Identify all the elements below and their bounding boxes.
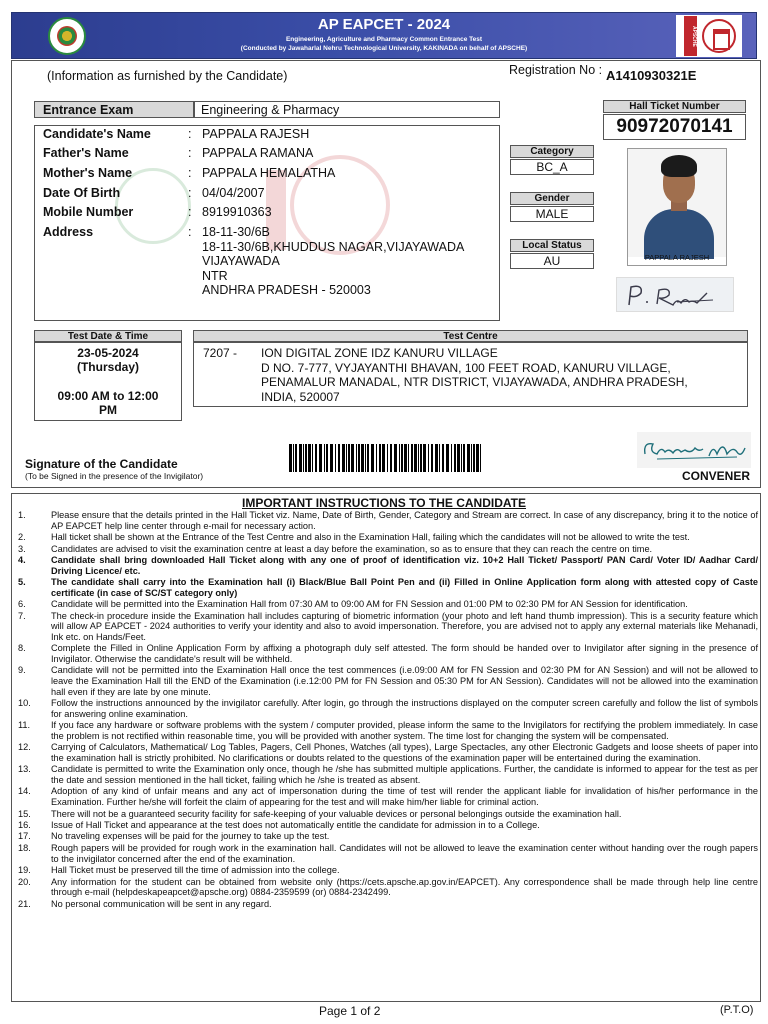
instruction-number: 19. (18, 865, 31, 876)
instruction-item (18, 665, 758, 697)
mobile-label: Mobile Number (43, 205, 134, 219)
page-number: Page 1 of 2 (319, 1004, 381, 1018)
barcode-bar (299, 444, 302, 472)
entrance-exam-value: Engineering & Pharmacy (194, 101, 500, 118)
barcode-bar (408, 444, 409, 472)
barcode-bar (330, 444, 333, 472)
barcode-bar (399, 444, 400, 472)
barcode-bar (312, 444, 313, 472)
barcode-bar (382, 444, 385, 472)
instruction-number: 1. (18, 510, 26, 520)
exam-title: AP EAPCET - 2024 (317, 16, 451, 33)
candidate-signature-title: Signature of the Candidate (25, 457, 178, 471)
instruction-text: There will not be a guaranteed security facility for safe-keeping of your valuable devices or personal belongings outside the examination hall. (51, 808, 622, 819)
barcode-bar (326, 444, 328, 472)
instruction-item (18, 742, 758, 763)
instruction-number: 14. (18, 786, 31, 797)
barcode-bar (404, 444, 407, 472)
barcode (289, 444, 483, 472)
instructions-title: IMPORTANT INSTRUCTIONS TO THE CANDIDATE (242, 496, 526, 510)
test-date: 23-05-2024 (77, 346, 139, 360)
instruction-item (18, 698, 758, 719)
instruction-item (18, 611, 758, 643)
barcode-bar (442, 444, 444, 472)
barcode-bar (473, 444, 475, 472)
father-name-label: Father's Name (43, 146, 129, 160)
local-status-label: Local Status (510, 239, 594, 252)
instruction-text: Candidate shall bring downloaded Hall Ticket along with any one of proof of identification viz. 10+2 Hall Ticket/ Passport/ PAN Card/ Voter ID/ Aadhar Card/ Driving Licence/ etc. (51, 555, 758, 576)
instruction-number: 12. (18, 742, 31, 753)
instruction-text: Hall Ticket must be preserved till the time of admission into the college. (51, 865, 340, 876)
address-line: 18-11-30/6B (202, 225, 270, 239)
barcode-bar (480, 444, 481, 472)
instruction-text: No traveling expenses will be paid for the journey to take up the test. (51, 831, 330, 842)
barcode-bar (420, 444, 422, 472)
centre-line: ION DIGITAL ZONE IDZ KANURU VILLAGE (261, 346, 498, 360)
barcode-bar (387, 444, 388, 472)
instruction-text: Follow the instructions announced by the invigilator carefully. After login, go through the instructions displayed on the computer screen carefully and follow the list of symbols for answering online examination. (51, 698, 758, 719)
address-line: ANDHRA PRADESH - 520003 (202, 283, 371, 297)
candidate-signature-note: (To be Signed in the presence of the Invigilator) (25, 471, 204, 481)
instruction-text: Rough papers will be provided for rough work in the examination hall. Candidates will not be allowed to leave the examination center without handing over the rough papers to the invigilator concerned after the end of the examination. (51, 842, 758, 864)
address-line: VIJAYAWADA (202, 254, 280, 268)
hall-ticket-label: Hall Ticket Number (603, 100, 746, 113)
barcode-bar (454, 444, 456, 472)
barcode-bar (365, 444, 366, 472)
instructions-list (18, 510, 758, 910)
barcode-bar (305, 444, 307, 472)
instruction-text: Complete the Filled in Online Application Form by affixing a photograph duly self attested. The form should be handed over to Invigilator after signing in the presence of Invigilator. Otherwise the candidate's result will be withheld. (51, 643, 758, 664)
barcode-bar (356, 444, 357, 472)
barcode-bar (394, 444, 397, 472)
barcode-bar (461, 444, 462, 472)
barcode-bar (319, 444, 322, 472)
barcode-bar (423, 444, 426, 472)
candidate-signature-image (616, 277, 734, 312)
barcode-bar (371, 444, 374, 472)
centre-line: INDIA, 520007 (261, 389, 340, 404)
barcode-bar (439, 444, 440, 472)
instruction-number: 6. (18, 599, 26, 610)
barcode-bar (463, 444, 465, 472)
test-date-box (34, 342, 182, 421)
test-time-suffix: PM (99, 403, 117, 417)
header-banner (11, 12, 757, 59)
hall-ticket-number: 90972070141 (603, 114, 746, 140)
convener-signature-image (637, 432, 751, 468)
barcode-bar (346, 444, 347, 472)
instruction-text: The check-in procedure inside the Examination hall includes capturing of biometric information (your photo and left hand thumb impression). This is a security feature which will allow AP EAPCET - 2024 authorities to verify your identity and also to avoid impersonation. Therefore, you are advised not to apply any external materials like Mehanadi, Ink etc. on Hands/Feet. (51, 610, 758, 642)
convener-label: CONVENER (682, 469, 751, 483)
barcode-bar (435, 444, 438, 472)
barcode-bar (367, 444, 369, 472)
candidate-name-label: Candidate's Name (43, 127, 151, 141)
instruction-item (18, 510, 758, 531)
instruction-text: The candidate shall carry into the Examination hall (i) Black/Blue Ball Point Pen and (ii) Filled in Online Application form along with attested copy of Caste certificate (in case of SC/ST category only) (51, 577, 758, 598)
instruction-item (18, 877, 758, 898)
candidate-photo (627, 148, 727, 266)
instruction-item (18, 599, 758, 610)
instruction-number: 16. (18, 819, 31, 830)
barcode-bar (289, 444, 292, 472)
centre-line: D NO. 7-777, VYJAYANTHI BHAVAN, 100 FEET ROAD, KANURU VILLAGE, (261, 360, 671, 375)
instruction-number: 13. (18, 764, 31, 775)
instruction-number: 10. (18, 698, 31, 709)
gender-value: MALE (510, 206, 594, 222)
instruction-number: 3. (18, 543, 26, 554)
instruction-item (18, 899, 758, 910)
instruction-text: Adoption of any kind of unfair means and any act of impersonation during the time of test will render the applicant liable for invalidation of his/her performance in the Examination. Further he/she will forfeit the claim of appearing for the test and will make him/her liable for criminal action. (51, 786, 758, 808)
instruction-item (18, 544, 758, 555)
instruction-number: 21. (18, 898, 31, 909)
instruction-text: Any information for the student can be obtained from website only (https://cets.apsche.ap.gov.in/EAPCET). Any correspondence shall be made through help line centre through e-mail (helpdeskapeapcet@apsche.org) 0884-2359599 (or) 0884-2342499. (51, 876, 758, 898)
instruction-item (18, 865, 758, 876)
barcode-bar (376, 444, 377, 472)
barcode-bar (428, 444, 429, 472)
dob-value: 04/04/2007 (202, 186, 265, 200)
address-line: 18-11-30/6B,KHUDDUS NAGAR,VIJAYAWADA (202, 239, 465, 254)
instruction-text: Candidate will not be permitted into the Examination Hall once the test commences (i.e.09:00 AM for FN Session and 02:30 PM for AN Session) and will not be allowed to leave the Examination Hall till the END of the Examination (i.e.12:00 PM for FN Session and 05:30 PM for AN Session). Candidates will not be allowed into the examination hall even if they are late by one minute. (51, 665, 758, 697)
barcode-bar (431, 444, 433, 472)
instruction-number: 2. (18, 532, 26, 543)
candidate-name-value: PAPPALA RAJESH (202, 127, 310, 141)
instruction-text: If you face any hardware or software problems with the system / computer provided, please inform the same to the Invigilators for rectifying the problem immediately. In case the problem is not rectified within reasonable time, you will be provided with another system. The time lost for changing the system will be compensated. (51, 720, 758, 741)
barcode-bar (293, 444, 294, 472)
exam-subtitle: Engineering, Agriculture and Pharmacy Common Entrance Test (285, 36, 483, 43)
photo-caption: PAPPALA RAJESH (644, 253, 710, 262)
barcode-bar (476, 444, 479, 472)
barcode-bar (308, 444, 311, 472)
instruction-text: Carrying of Calculators, Mathematical/ Log Tables, Pagers, Cell Phones, Watches (all types), Large Spectacles, any other Electronic Gadgets and loose sheets of paper into the examination hall is strictly prohibited. No clarifications or doubts related to the questions of the examination paper will be entertained during the examination. (51, 742, 758, 763)
barcode-bar (358, 444, 360, 472)
instruction-text: Candidate will be permitted into the Examination Hall from 07:30 AM to 09:00 AM for FN Session and 01:00 PM to 02:30 PM for AN Session for identification. (51, 599, 688, 610)
instruction-text: No personal communication will be sent in any regard. (51, 898, 272, 909)
barcode-bar (324, 444, 325, 472)
barcode-bar (335, 444, 336, 472)
test-centre-address (261, 346, 688, 404)
barcode-bar (379, 444, 381, 472)
instruction-item (18, 555, 758, 576)
address-line: NTR (202, 268, 228, 283)
barcode-bar (418, 444, 419, 472)
instruction-item (18, 843, 758, 864)
barcode-bar (361, 444, 364, 472)
barcode-bar (411, 444, 413, 472)
instruction-text: Issue of Hall Ticket and appearance at the test does not automatically entitle the candidate for admission in to a College. (51, 819, 540, 830)
registration-number: A1410930321E (606, 68, 697, 83)
instruction-number: 17. (18, 831, 31, 842)
pto-note: (P.T.O) (720, 1004, 754, 1016)
barcode-bar (401, 444, 403, 472)
barcode-bar (457, 444, 460, 472)
mother-name-label: Mother's Name (43, 166, 133, 180)
instruction-item (18, 720, 758, 741)
instruction-item (18, 532, 758, 543)
instruction-number: 11. (18, 720, 31, 731)
barcode-bar (338, 444, 340, 472)
instruction-text: Candidate is permitted to write the Examination only once, though he /she has submitted multiple applications. Further, the candidate is informed to appear for the test as per the date and session mentioned in the hall ticket, failing which he /she is treated as absent. (51, 764, 758, 785)
barcode-bar (351, 444, 354, 472)
test-date-label: Test Date & Time (34, 330, 182, 342)
category-label: Category (510, 145, 594, 158)
barcode-bar (446, 444, 449, 472)
registration-label: Registration No : (509, 63, 603, 77)
apsche-logo: APSCHE (676, 15, 742, 57)
barcode-bar (471, 444, 472, 472)
barcode-bar (295, 444, 297, 472)
instruction-number: 9. (18, 665, 26, 676)
dob-label: Date Of Birth (43, 186, 121, 200)
info-note: (Information as furnished by the Candidate) (47, 69, 288, 83)
centre-line: PENAMALUR MANADAL, NTR DISTRICT, VIJAYAWADA, ANDHRA PRADESH, (261, 375, 688, 389)
instruction-number: 5. (18, 577, 26, 588)
instruction-number: 20. (18, 876, 31, 887)
barcode-bar (315, 444, 317, 472)
instruction-item (18, 764, 758, 785)
instruction-item (18, 820, 758, 831)
test-day: (Thursday) (76, 360, 139, 374)
barcode-bar (467, 444, 470, 472)
father-name-value: PAPPALA RAMANA (202, 146, 314, 160)
instruction-text: Hall ticket shall be shown at the Entrance of the Test Centre and also in the Examination Hall, failing which the candidates will not be allowed to write the test. (51, 532, 690, 543)
instruction-text: Candidates are advised to visit the examination centre at least a day before the examination, so as to ensure that they can reach the centre on time. (51, 543, 653, 554)
category-value: BC_A (510, 159, 594, 175)
instruction-item (18, 643, 758, 664)
instruction-text: Please ensure that the details printed in the Hall Ticket viz. Name, Date of Birth, Gender, Category and Stream are correct. In case of any discrepancy, bring it to the notice of AP EAPCET help line center through e-mail for necessary action. (51, 510, 758, 531)
instruction-number: 8. (18, 643, 26, 654)
gender-label: Gender (510, 192, 594, 205)
instruction-item (18, 786, 758, 807)
barcode-bar (342, 444, 345, 472)
test-centre-code: 7207 - (203, 346, 238, 360)
barcode-bar (390, 444, 392, 472)
barcode-bar (303, 444, 304, 472)
instruction-number: 15. (18, 808, 31, 819)
local-status-value: AU (510, 253, 594, 269)
instruction-item (18, 809, 758, 820)
conducting-body: (Conducted by Jawaharlal Nehru Technological University, KAKINADA on behalf of APSCHE) (240, 45, 528, 52)
mobile-value: 8919910363 (202, 205, 272, 219)
test-centre-label: Test Centre (193, 330, 748, 342)
barcode-bar (414, 444, 417, 472)
entrance-exam-label: Entrance Exam (34, 101, 194, 118)
instruction-item (18, 831, 758, 842)
instruction-number: 4. (18, 555, 26, 566)
barcode-bar (451, 444, 452, 472)
instruction-number: 18. (18, 842, 31, 853)
instruction-item (18, 577, 758, 598)
address-value (202, 225, 464, 298)
address-label: Address (43, 225, 94, 239)
test-time: 09:00 AM to 12:00 (57, 389, 159, 403)
barcode-bar (348, 444, 350, 472)
instruction-number: 7. (18, 610, 26, 621)
mother-name-value: PAPPALA HEMALATHA (202, 166, 336, 180)
